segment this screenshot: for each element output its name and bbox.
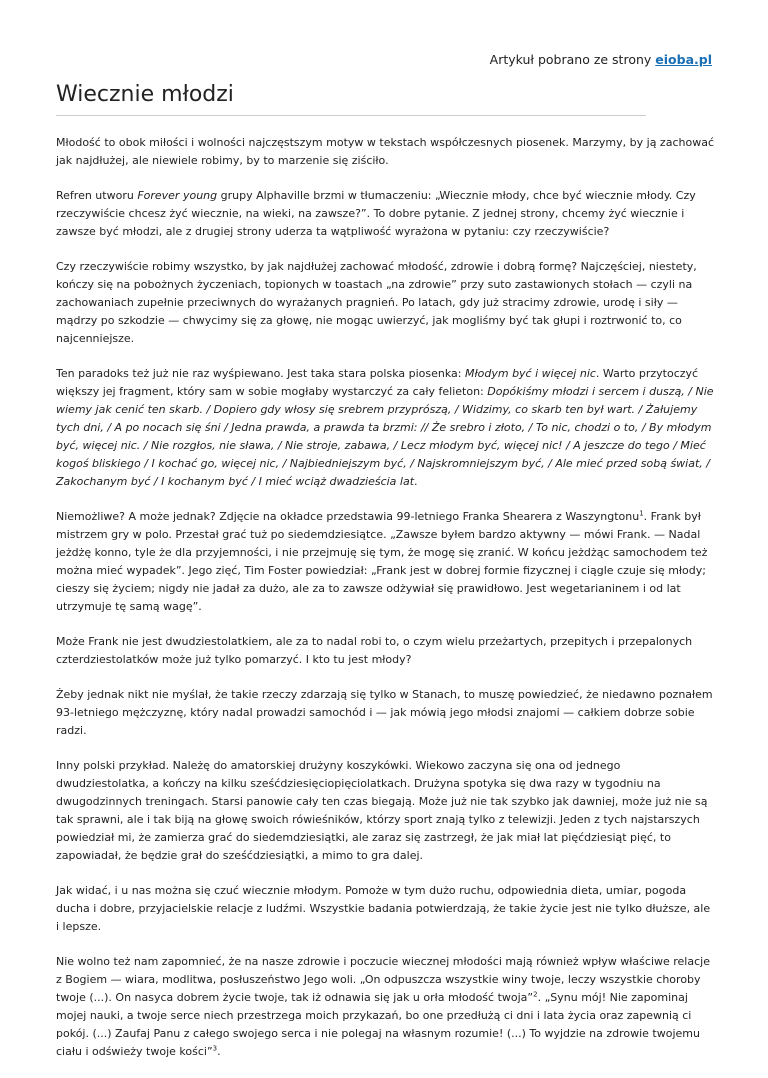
- text-run: Ten paradoks też już nie raz wyśpiewano. Jest taka stara polska piosenka:: [56, 367, 465, 380]
- paragraph-9: Jak widać, i u nas można się czuć wiecznie młodym. Pomoże w tym dużo ruchu, odpowiednia dieta, umiar, pogoda ducha i dobre, przyjacielskie relacje z ludźmi. Wszystkie badania potwierdzają, że takie życie jest nie tylko dłuższe, ale i lepsze.: [56, 884, 711, 933]
- text-run: Nie wolno też nam zapomnieć, że na nasze zdrowie i poczucie wiecznej młodości mają również wpływ właściwe relacje z Bogiem — wiara, modlitwa, posłuszeństwo Jego woli. „On odpuszcza wszystkie winy twoje, leczy wszystkie choroby twoje (...). On nasyca dobrem życie twoje, tak iż odnawia się jak u orła młodość twoja”: [56, 955, 710, 1004]
- paragraph-1: Młodość to obok miłości i wolności najczęstszym motyw w tekstach współczesnych piosenek. Marzymy, by ją zachować jak najdłużej, ale niewiele robimy, by to marzenie się ziściło.: [56, 136, 714, 167]
- paragraph-3: Czy rzeczywiście robimy wszystko, by jak najdłużej zachować młodość, zdrowie i dobrą formę? Najczęściej, niestety, kończy się na pobożnych życzeniach, topionych w toastach „na zdrowie” przy suto zastawionych stołach — czyli na zachowaniach zupełnie przeciwnych do wyrażanych pragnień. Po latach, gdy już stracimy zdrowie, urodę i siły — mądrzy po szkodzie — chwycimy się za głowę, nie mogąc uwierzyć, jak mogliśmy być tak głupi i roztrwonić to, co najcenniejsze.: [56, 260, 697, 345]
- paragraph-4: [56, 365, 716, 491]
- paragraph-5: [56, 508, 716, 616]
- song-title: Młodym być i więcej nic: [464, 367, 596, 380]
- source-prefix: Artykuł pobrano ze strony: [489, 52, 652, 67]
- text-run: Refren utworu: [56, 189, 138, 202]
- paragraph-6: Może Frank nie jest dwudziestolatkiem, ale za to nadal robi to, o czym wielu przeżartych, przepitych i przepalonych czterdziestolatków może już tylko pomarzyć. I kto tu jest młody?: [56, 635, 693, 666]
- text-run: . Frank był mistrzem gry w polo. Przestał grać tuż po siedemdziesiątce. „Zawsze byłem bardzo aktywny — mówi Frank. — Nadal jeżdżę konno, tyle że dla przyjemności, i nie przejmuję się tym, że mogę się zranić. W końcu jeżdżąc samochodem też można mieć wypadek”. Jego zięć, Tim Foster powiedział: „Frank jest w dobrej formie fizycznej i ciągle czuje się młody; cieszy się życiem; nigdy nie jadał za dużo, ale za to zawsze odżywiał się prawidłowo. Jest wegetarianinem i od lat utrzymuje tę samą wagę”.: [56, 510, 708, 613]
- text-run: .: [217, 1045, 221, 1058]
- song-lyrics: Dopókiśmy młodzi i sercem i duszą, / Nie wiemy jak cenić ten skarb. / Dopiero gdy włosy się srebrem przyprószą, / Widzimy, co skarb ten był wart. / Żałujemy tych dni, / A po nocach się śni / Jedna prawda, a prawda ta brzmi: // Że srebro i złoto, / To nic, chodzi o to, / By młodym być, więcej nic. / Nie rozgłos, nie sława, / Nie stroje, zabawa, / Lecz młodym być, więcej nic! / A jeszcze do tego / Mieć kogoś bliskiego / I kochać go, więcej nic, / Najbiedniejszym być, / Najskromniejszym być, / Ale mieć przed sobą świat, / Zakochanym być / I kochanym być / I mieć wciąż dwadzieścia lat: [56, 385, 714, 488]
- text-run: grupy Alphaville brzmi w tłumaczeniu: „Wiecznie młody, chce być wiecznie młody. Czy rzeczywiście chcesz żyć wiecznie, na wieki, na zawsze?”. To dobre pytanie. Z jednej strony, chcemy żyć wiecznie i zawsze być młodzi, ale z drugiej strony uderza ta wątpliwość wyrażona w pytaniu: czy rzeczywiście?: [56, 189, 696, 238]
- paragraph-7: Żeby jednak nikt nie myślał, że takie rzeczy zdarzają się tylko w Stanach, to muszę powiedzieć, że niedawno poznałem 93-letniego mężczyznę, który nadal prowadzi samochód i — jak mówią jego młodsi znajomi — całkiem dobrze sobie radzi.: [56, 688, 713, 737]
- text-run: . Warto przytoczyć większy jej fragment, który sam w sobie mogłaby wystarczyć za cały felieton:: [56, 367, 699, 398]
- song-title: Forever young: [137, 189, 218, 202]
- text-run: Niemożliwe? A może jednak? Zdjęcie na okładce przedstawia 99-letniego Franka Shearera z Waszyngtonu: [56, 510, 640, 523]
- footnote-ref: 1: [639, 509, 644, 518]
- paragraph-2: [56, 187, 716, 241]
- footnote-ref: 2: [533, 990, 538, 999]
- text-run: . „Synu mój! Nie zapominaj mojej nauki, a twoje serce niech przestrzega moich przykazań, bo one przedłużą ci dni i lata życia oraz zapewnią ci pokój. (...) Zaufaj Panu z całego swojego serca i nie polegaj na własnym rozumie! (...) To wyjdzie na zdrowie twojemu ciału i odświeży twoje kości”: [56, 991, 700, 1058]
- paragraph-8: Inny polski przykład. Należę do amatorskiej drużyny koszykówki. Wiekowo zaczyna się ona od jednego dwudziestolatka, a kończy na kilku sześćdziesięciopięciolatkach. Drużyna spotyka się dwa razy w tygodniu na dwugodzinnych treningach. Starsi panowie cały ten czas biegają. Może już nie tak szybko jak dawniej, może już nie są tak sprawni, ale i tak biją na głowę swoich rówieśników, którzy sport znają tylko z telewizji. Jeden z tych najstarszych powiedział mi, że zamierza grać do siedemdziesiątki, ale zaraz się zastrzegł, że jak miał lat pięćdziesiąt pięć, to zapowiadał, że będzie grał do sześćdziesiątki, a mimo to gra dalej.: [56, 759, 708, 862]
- footnote-ref: 3: [212, 1044, 218, 1053]
- source-link[interactable]: eioba.pl: [655, 52, 712, 67]
- article-body: [56, 134, 716, 1078]
- title-divider: [56, 115, 646, 116]
- source-line: [490, 52, 712, 67]
- text-run: .: [414, 475, 418, 488]
- article-title: Wiecznie młodzi: [56, 82, 234, 107]
- paragraph-10: [56, 953, 716, 1061]
